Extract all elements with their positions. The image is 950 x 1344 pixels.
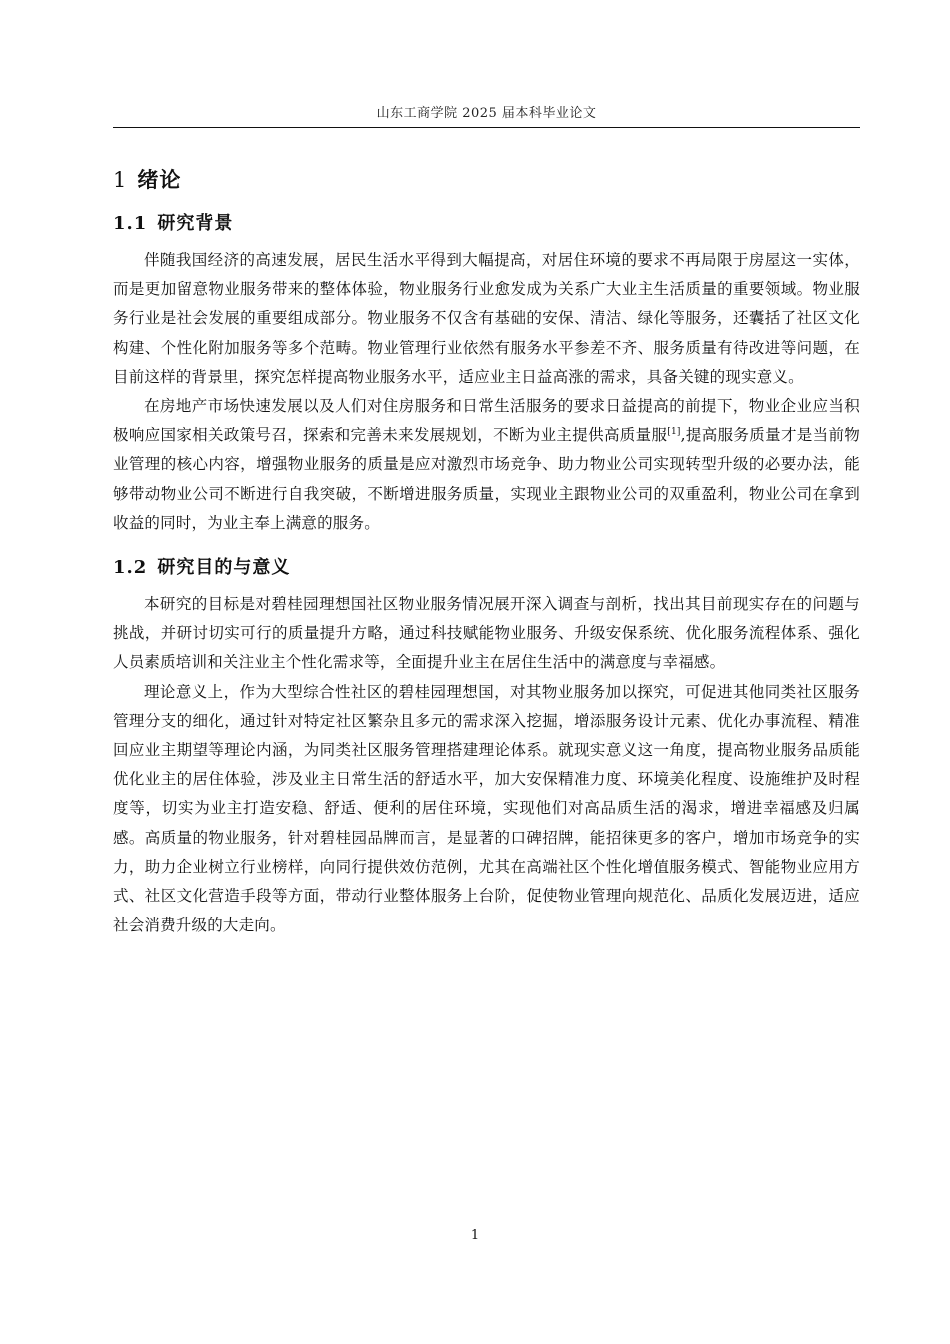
section-title-text: 研究目的与意义 — [157, 557, 291, 579]
citation-reference: [1] — [667, 427, 681, 438]
section-number: 1.2 — [113, 557, 148, 579]
paragraph-text: 在房地产市场快速发展以及人们对住房服务和日常生活服务的要求日益提高的前提下，物业企业应当积极响应国家相关政策号召，探索和完善未来发展规划，不断为业主提供高质量服 — [113, 397, 860, 445]
spacer — [113, 538, 860, 546]
paragraph: 本研究的目标是对碧桂园理想国社区物业服务情况展开深入调查与剖析，找出其目前现实存在的问题与挑战，并研讨切实可行的质量提升方略，通过科技赋能物业服务、升级安保系统、优化服务流程体系、强化人员素质培训和关注业主个性化需求等，全面提升业主在居住生活中的满意度与幸福感。 — [113, 595, 860, 672]
paragraph: 理论意义上，作为大型综合性社区的碧桂园理想国，对其物业服务加以探究，可促进其他同类社区服务管理分支的细化，通过针对特定社区繁杂且多元的需求深入挖掘，增添服务设计元素、优化办事流程、精准回应业主期望等理论内涵，为同类社区服务管理搭建理论体系。就现实意义这一角度，提高物业服务品质能优化业主的居住体验，涉及业主日常生活的舒适水平，加大安保精准力度、环境美化程度、设施维护及时程度等，切实为业主打造安稳、舒适、便利的居住环境，实现他们对高品质生活的渴求，增进幸福感及归属感。高质量的物业服务，针对碧桂园品牌而言，是显著的口碑招牌，能招徕更多的客户，增加市场竞争的实力，助力企业树立行业榜样，向同行提供效仿范例，尤其在高端社区个性化增值服务模式、智能物业应用方式、社区文化营造手段等方面，带动行业整体服务上台阶，促使物业管理向规范化、品质化发展迈进，适应社会消费升级的大走向。 — [113, 682, 860, 935]
paragraph-with-citation — [113, 392, 860, 538]
chapter-number: 1 — [113, 168, 128, 192]
page-number: 1 — [470, 1228, 480, 1243]
chapter-title-text: 绪论 — [137, 167, 182, 192]
chapter-title — [113, 158, 860, 202]
paragraph-text: ,提高服务质量才是当前物业管理的核心内容，增强物业服务的质量是应对激烈市场竞争、助力物业公司实现转型升级的必要办法，能够带动物业公司不断进行自我突破，不断增进服务质量，实现业主跟物业公司的双重盈利，物业公司在拿到收益的同时，为业主奉上满意的服务。 — [113, 426, 860, 532]
section-title-text: 研究背景 — [157, 213, 234, 234]
section-number: 1.1 — [113, 213, 148, 234]
header-rule — [113, 127, 860, 128]
page-content — [113, 158, 860, 940]
section-title-1-2 — [113, 546, 860, 590]
paragraph: 伴随我国经济的高速发展，居民生活水平得到大幅提高，对居住环境的要求不再局限于房屋这一实体，而是更加留意物业服务带来的整体体验，物业服务行业愈发成为关系广大业主生活质量的重要领域。物业服务行业是社会发展的重要组成部分。物业服务不仅含有基础的安保、清洁、绿化等服务，还囊括了社区文化构建、个性化附加服务等多个范畴。物业管理行业依然有服务水平参差不齐、服务质量有待改进等问题，在目前这样的背景里，探究怎样提高物业服务水平，适应业主日益高涨的需求，具备关键的现实意义。 — [113, 251, 860, 386]
running-header: 山东工商学院 2025 届本科毕业论文 — [376, 106, 597, 121]
section-title-1-1 — [113, 202, 860, 246]
